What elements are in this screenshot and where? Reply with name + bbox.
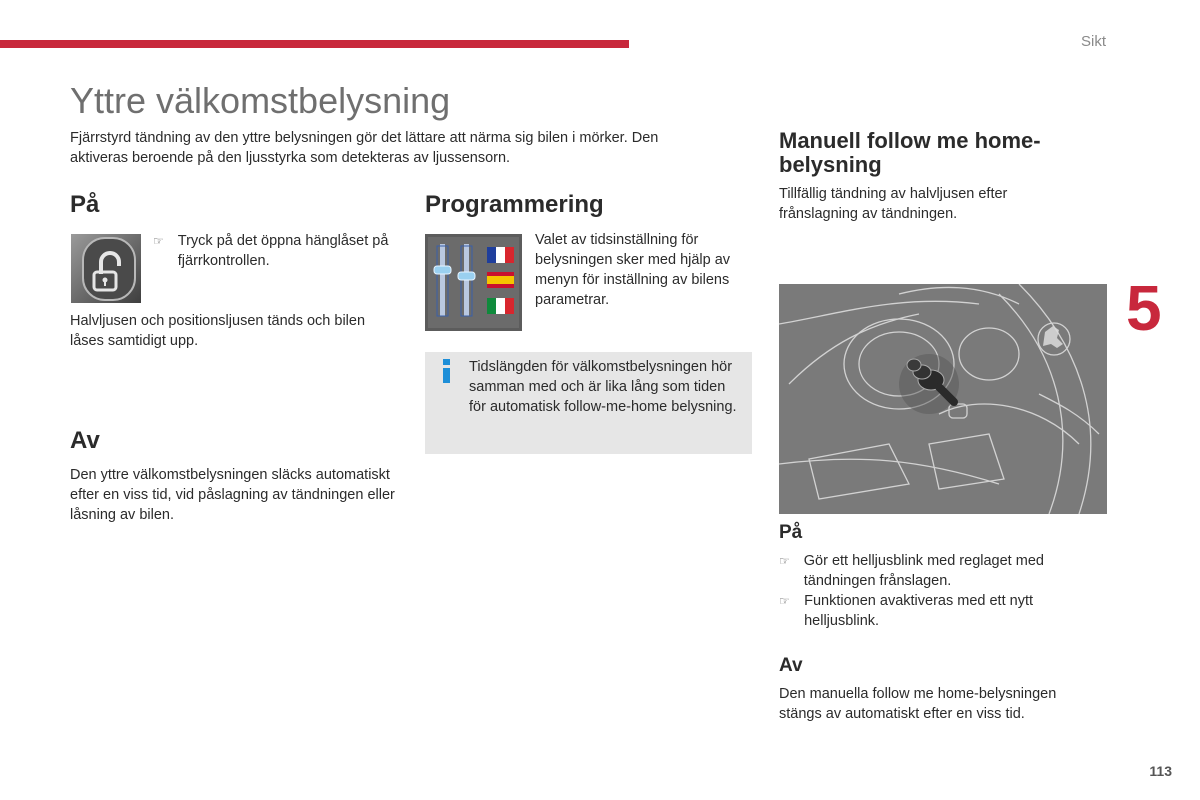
programmering-heading: Programmering (425, 191, 604, 218)
list-item: ☞ Funktionen avaktiveras med ett nytt helljusblink. (779, 593, 1034, 629)
pa-text: Halvljusen och positionsljusen tänds och bilen låses samtidigt upp. (70, 313, 366, 349)
pointing-hand-icon: ☞ (779, 554, 790, 568)
page-title: Yttre välkomstbelysning (70, 80, 451, 121)
pa-heading: På (70, 191, 100, 218)
flag-france-icon (487, 247, 514, 263)
section-label: Sikt (1080, 33, 1106, 50)
settings-menu-image (425, 234, 522, 331)
page-number: 113 (1149, 763, 1172, 779)
chapter-number: 5 (1126, 272, 1162, 344)
manuell-av-heading: Av (779, 655, 803, 676)
remote-key-image (71, 234, 141, 303)
av-heading: Av (70, 427, 100, 454)
manuell-heading: Manuell follow me home-belysning (779, 128, 1041, 177)
intro-text: Fjärrstyrd tändning av den yttre belysningen gör det lättare att närma sig bilen i mörker. Den aktiveras beroende på den ljusstyrka som detekteras av ljussensorn. (70, 130, 659, 166)
pointing-hand-icon: ☞ (153, 234, 164, 248)
manuell-pa-list (779, 551, 1089, 631)
steering-column-image (779, 284, 1107, 514)
flag-spain-icon (487, 272, 514, 288)
pointing-hand-icon: ☞ (779, 594, 790, 608)
av-text: Den yttre välkomstbelysningen släcks automatiskt efter en viss tid, vid påslagning av tändningen eller låsning av bilen. (70, 467, 395, 523)
manuell-av-text: Den manuella follow me home-belysningen stängs av automatiskt efter en viss tid. (779, 686, 1057, 722)
manuell-pa-heading: På (779, 522, 803, 543)
pa-bullet: ☞ Tryck på det öppna hänglåset på fjärrkontrollen. (153, 233, 389, 269)
top-accent-bar (0, 40, 629, 48)
info-text: Tidslängden för välkomstbelysningen hör samman med och är lika lång som tiden för automatisk follow-me-home belysning. (469, 359, 737, 415)
list-item: ☞ Gör ett helljusblink med reglaget med tändningen frånslagen. (779, 553, 1044, 589)
info-icon (440, 357, 454, 385)
manuell-text: Tillfällig tändning av halvljusen efter frånslagning av tändningen. (779, 186, 1008, 222)
programmering-text: Valet av tidsinställning för belysningen sker med hjälp av menyn för inställning av bilens parametrar. (535, 232, 731, 308)
flag-italy-icon (487, 298, 514, 314)
